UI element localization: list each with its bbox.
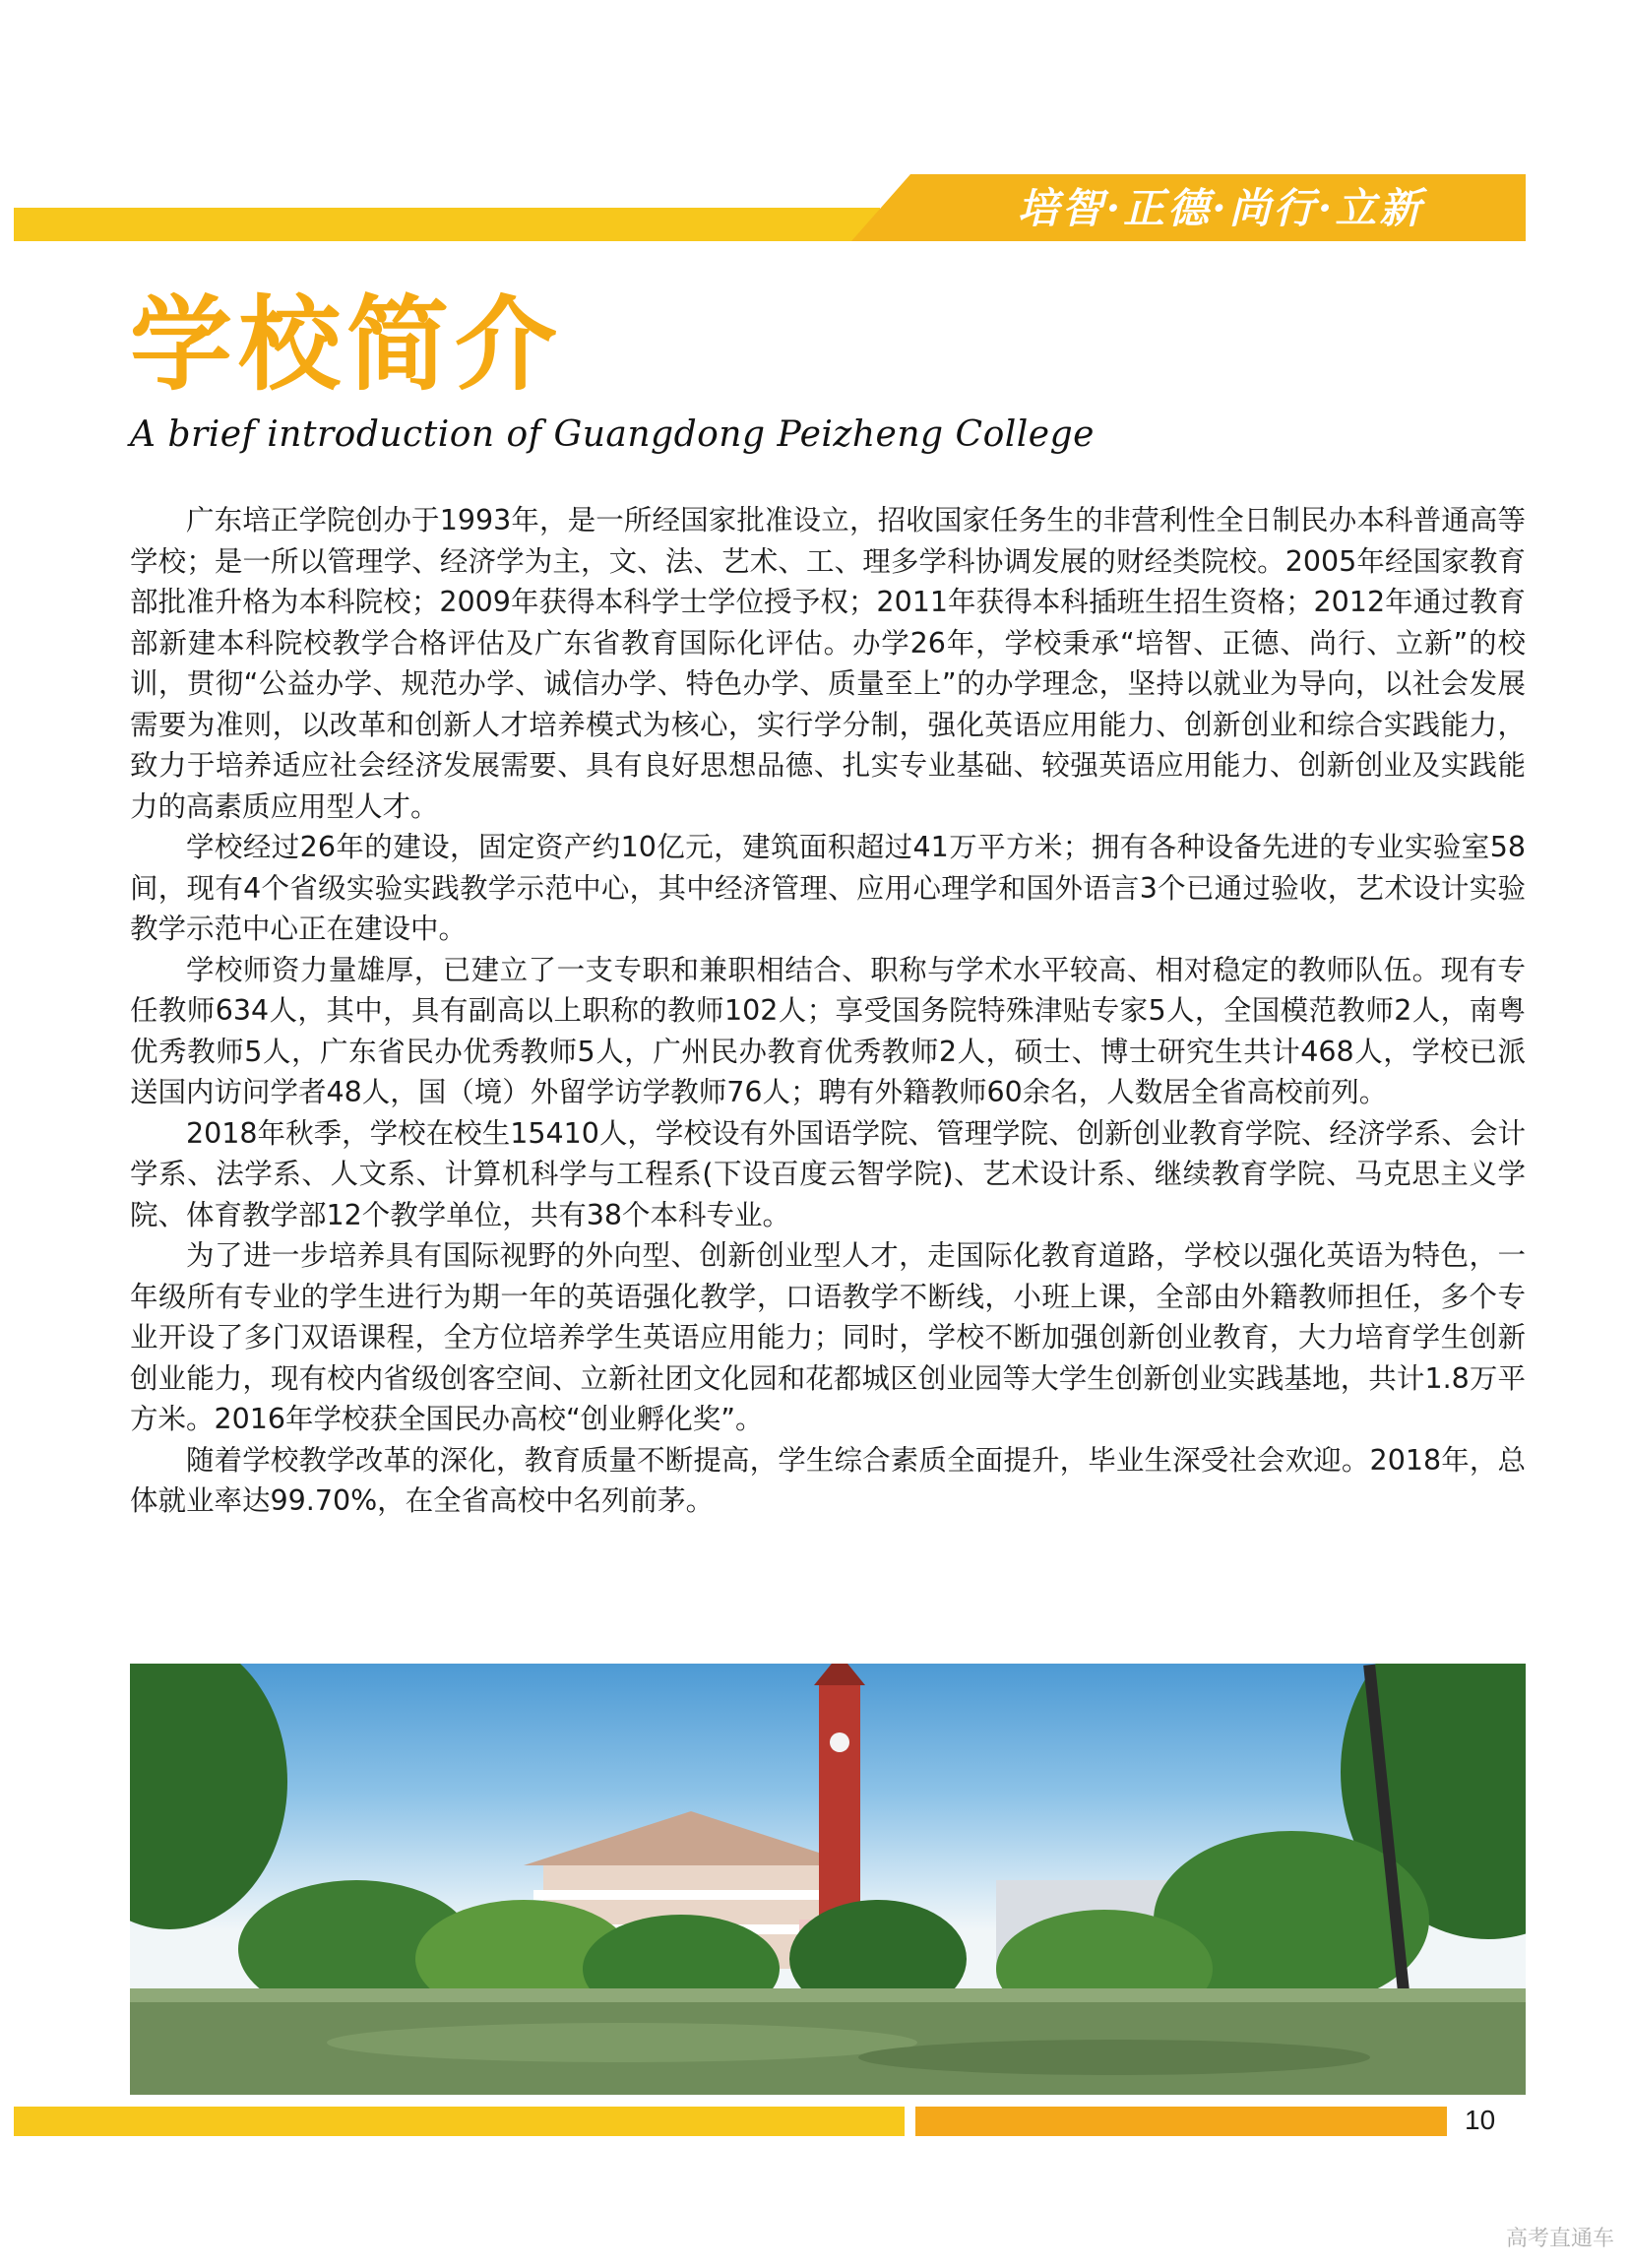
footer-decor-stripe-right	[915, 2107, 1447, 2136]
paragraph-history: 广东培正学院创办于1993年，是一所经国家批准设立，招收国家任务生的非营利性全日制民办本科普通高等学校；是一所以管理学、经济学为主，文、法、艺术、工、理多学科协调发展的财经类院校。2005年经国家教育部批准升格为本科院校；2009年获得本科学士学位授予权；2011年获得本科插班生招生资格；2012年通过教育部新建本科院校教学合格评估及广东省教育国际化评估。办学26年，学校秉承“培智、正德、尚行、立新”的校训，贯彻“公益办学、规范办学、诚信办学、特色办学、质量至上”的办学理念，坚持以就业为导向，以社会发展需要为准则，以改革和创新人才培养模式为核心，实行学分制，强化英语应用能力、创新创业和综合实践能力，致力于培养适应社会经济发展需要、具有良好思想品德、扎实专业基础、较强英语应用能力、创新创业及实践能力的高素质应用型人才。	[130, 504, 1526, 823]
clock-face	[830, 1732, 849, 1752]
paragraph-international: 为了进一步培养具有国际视野的外向型、创新创业型人才，走国际化教育道路，学校以强化英语为特色，一年级所有专业的学生进行为期一年的英语强化教学，口语教学不断线，小班上课，全部由外籍教师担任，多个专业开设了多门双语课程，全方位培养学生英语应用能力；同时，学校不断加强创新创业教育，大力培育学生创新创业能力，现有校内省级创客空间、立新社团文化园和花都城区创业园等大学生创新创业实践基地，共计1.8万平方米。2016年学校获全国民办高校“创业孵化奖”。	[130, 1239, 1526, 1435]
paragraph-facilities: 学校经过26年的建设，固定资产约10亿元，建筑面积超过41万平方米；拥有各种设备先进的专业实验室58间，现有4个省级实验实践教学示范中心，其中经济管理、应用心理学和国外语言3个已通过验收，艺术设计实验教学示范中心正在建设中。	[130, 831, 1526, 945]
watermark: 高考直通车	[1505, 2227, 1614, 2251]
introduction-body	[130, 500, 1526, 1522]
campus-photo	[130, 1664, 1526, 2095]
tree-cluster-left	[130, 1664, 287, 1929]
page-number: 10	[1465, 2105, 1496, 2135]
paragraph-employment: 随着学校教学改革的深化，教育质量不断提高，学生综合素质全面提升，毕业生深受社会欢迎。2018年，总体就业率达99.70%，在全省高校中名列前茅。	[130, 1443, 1526, 1517]
header-decor-stripe	[14, 208, 880, 241]
paragraph-students: 2018年秋季，学校在校生15410人，学校设有外国语学院、管理学院、创新创业教育学院、经济学系、会计学系、法学系、人文系、计算机科学与工程系(下设百度云智学院)、艺术设计系、继续教育学院、马克思主义学院、体育教学部12个教学单位，共有38个本科专业。	[130, 1116, 1526, 1231]
main-building-roof	[524, 1811, 858, 1865]
page-subtitle-english: A brief introduction of Guangdong Peizheng College	[130, 414, 1095, 455]
paragraph-faculty: 学校师资力量雄厚，已建立了一支专职和兼职相结合、职称与学术水平较高、相对稳定的教师队伍。现有专任教师634人，其中，具有副高以上职称的教师102人；享受国务院特殊津贴专家5人，全国模范教师2人，南粤优秀教师5人，广东省民办优秀教师5人，广州民办教育优秀教师2人，硕士、博士研究生共计468人，学校已派送国内访问学者48人，国（境）外留学访学教师76人；聘有外籍教师60余名，人数居全省高校前列。	[130, 953, 1526, 1108]
footer-decor-stripe-left	[14, 2107, 905, 2136]
page-title: 学校简介	[130, 284, 564, 405]
campus-illustration	[130, 1664, 1526, 2095]
school-motto: 培智·正德·尚行·立新	[1017, 184, 1424, 232]
